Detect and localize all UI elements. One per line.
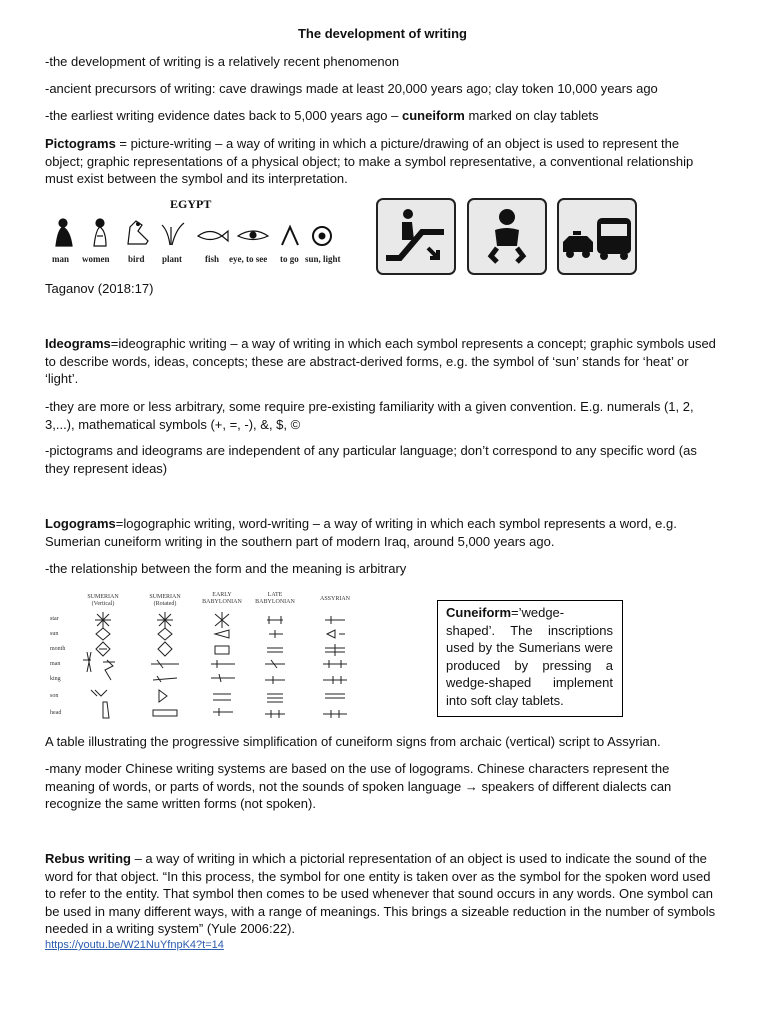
- taxi-bus-sign-icon: [557, 198, 637, 275]
- egypt-label-sun: sun, light: [305, 254, 341, 264]
- table-header-early-babylonian-sub: BABYLONIAN: [202, 599, 242, 605]
- table-header-sumerian-vertical-sub: (Vertical): [91, 601, 115, 607]
- ideograms-paragraph-2: -they are more or less arbitrary, some require pre-existing familiarity with a given convention. E.g. numerals (1, 2, 3,...), mathematical symbols (+, =, -), &, $, ©: [45, 399, 694, 432]
- logograms-def: =logographic writing, word-writing – a way of writing in which each symbol represents a word, e.g. Sumerian cuneiform writing in the southern part of modern Iraq, around 5,000 years ago.: [45, 516, 677, 549]
- pictograms-definition: [45, 135, 720, 188]
- table-header-sumerian-rotated-sub: (Rotated): [153, 601, 177, 607]
- youtube-link[interactable]: https://youtu.be/W21NuYfnpK4?t=14: [45, 939, 224, 951]
- eye-glyph-icon: [238, 231, 268, 240]
- egypt-heading: EGYPT: [170, 197, 212, 211]
- row-label-month: month: [50, 646, 66, 652]
- egypt-label-bird: bird: [128, 254, 145, 264]
- pictograms-term: Pictograms: [45, 136, 116, 151]
- row-label-son: son: [50, 693, 59, 699]
- egypt-label-man: man: [52, 254, 70, 264]
- egypt-label-plant: plant: [162, 254, 183, 264]
- row-label-king: king: [50, 676, 61, 682]
- egypt-label-to-go: to go: [280, 254, 299, 264]
- cuneiform-box-text: =’wedge-shaped’. The inscriptions used by the Sumerians were produced by pressing a wedge-shaped implement into soft clay tablets.: [446, 605, 613, 708]
- table-header-sumerian-rotated: SUMERIAN: [149, 594, 181, 600]
- cuneiform-table-figure: [45, 590, 355, 722]
- legs-glyph-icon: [282, 227, 298, 245]
- chinese-logograms-paragraph: -many moder Chinese writing systems are based on the use of logograms. Chinese characters represent the meaning of words, or parts of words, not the sounds of spoken language → speakers of different dialects can recognize the same written forms (not spoken).: [45, 761, 672, 812]
- table-headers: [87, 592, 350, 607]
- intro-line-2: -ancient precursors of writing: cave drawings made at least 20,000 years ago; clay token 10,000 years ago: [45, 81, 658, 96]
- cuneiform-box-term: Cuneiform: [446, 605, 511, 620]
- earliest-pre: -the earliest writing evidence dates back to 5,000 years ago –: [45, 108, 402, 123]
- plant-glyph-icon: [162, 223, 184, 245]
- row-label-man: man: [50, 661, 61, 667]
- table-header-assyrian: ASSYRIAN: [319, 596, 351, 602]
- sun-glyph-icon: [313, 227, 331, 245]
- rebus-definition: [45, 850, 720, 938]
- rebus-def: – a way of writing in which a pictorial representation of an object is used to indicate the sound of the word for that object. “In this process, the symbol for one entity is taken over as the symbol for the spoken word used to refer to the entity. That symbol then comes to be used whenever that sound occurs in any words. One symbol can be used in many different ways, with a range of meanings. This brings a sizeable reduction in the number of symbols needed in a writing system” (Yule 2006:22).: [45, 851, 716, 937]
- rebus-term: Rebus writing: [45, 851, 131, 866]
- table-header-sumerian-vertical: SUMERIAN: [87, 594, 119, 600]
- table-header-late-babylonian: LATE: [267, 592, 283, 598]
- bird-glyph-icon: [128, 221, 148, 244]
- cuneiform-signs: [83, 612, 347, 718]
- page-title: The development of writing: [297, 26, 467, 41]
- fish-glyph-icon: [198, 231, 228, 241]
- table-header-early-babylonian: EARLY: [212, 592, 232, 598]
- pictograms-def: = picture-writing – a way of writing in which a picture/drawing of an object is used to represent the object; graphic representations of a physical object; to make a symbol representative, a conventional relationship must exist between the symbol and its interpretation.: [45, 136, 694, 187]
- escalator-sign-icon: [376, 198, 456, 275]
- earliest-bold: cuneiform: [402, 108, 465, 123]
- cuneiform-definition-box: [437, 600, 623, 717]
- man-glyph-icon: [56, 219, 72, 246]
- pictograms-citation: Taganov (2018:17): [45, 281, 154, 296]
- logograms-paragraph-2: -the relationship between the form and the meaning is arbitrary: [45, 561, 407, 576]
- row-label-head: head: [50, 710, 62, 716]
- baby-changing-sign-icon: [467, 198, 547, 275]
- row-label-sun: sun: [50, 631, 59, 637]
- row-label-star: star: [50, 616, 59, 622]
- table-header-late-babylonian-sub: BABYLONIAN: [255, 599, 295, 605]
- egypt-label-women: women: [82, 254, 110, 264]
- ideograms-term: Ideograms: [45, 336, 111, 351]
- intro-line-1: -the development of writing is a relatively recent phenomenon: [45, 54, 400, 69]
- women-glyph-icon: [94, 219, 106, 246]
- ideograms-paragraph-3: -pictograms and ideograms are independent of any particular language; don’t correspond to any specific word (as they represent ideas): [45, 443, 697, 476]
- table-row-labels: [50, 616, 65, 716]
- ideograms-def: =ideographic writing – a way of writing in which each symbol represents a concept; graphic symbols used to describe words, ideas, concepts; these are abstract-derived forms, e.g. the symbol of ‘sun’ stands for ‘heat’ or ‘light’.: [45, 336, 716, 387]
- earliest-evidence: [45, 107, 720, 125]
- logograms-term: Logograms: [45, 516, 116, 531]
- logograms-definition: [45, 515, 720, 550]
- ideograms-definition: [45, 335, 720, 388]
- earliest-post: marked on clay tablets: [464, 108, 599, 123]
- egypt-label-fish: fish: [205, 254, 220, 264]
- cuneiform-table-caption: A table illustrating the progressive simplification of cuneiform signs from archaic (vertical) script to Assyrian.: [45, 734, 661, 749]
- egypt-label-eye: eye, to see: [229, 254, 268, 264]
